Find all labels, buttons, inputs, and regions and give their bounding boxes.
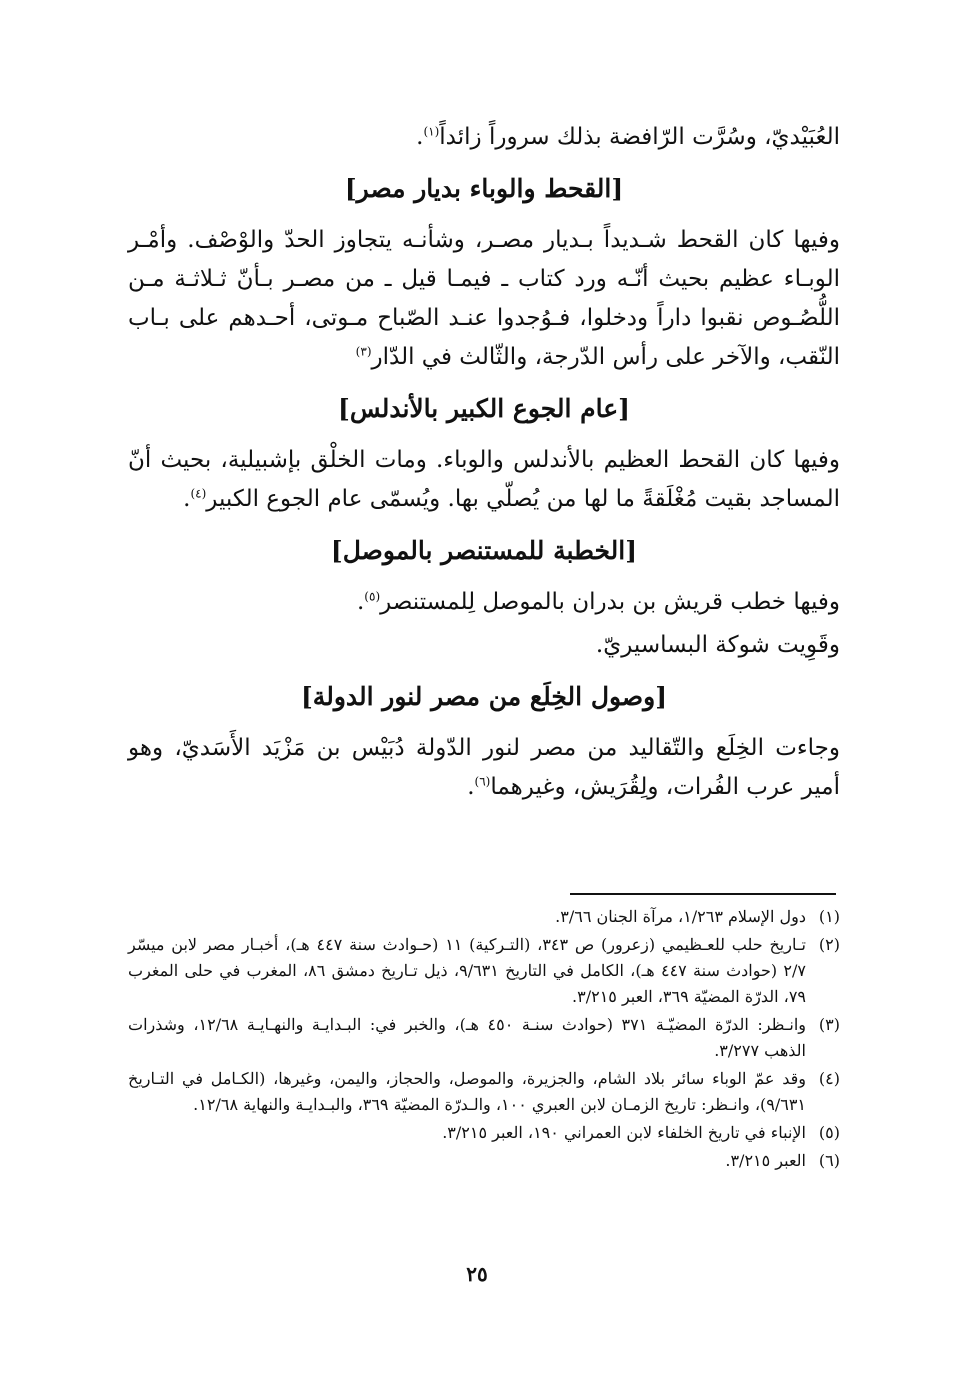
footnote-ref: (٦) bbox=[474, 774, 491, 789]
footnote-number: (٦) bbox=[818, 1151, 840, 1170]
footnote-number: (١) bbox=[818, 907, 840, 926]
footnote-number: (٣) bbox=[818, 1015, 840, 1034]
section-heading: [وصول الخِلَع من مصر لنور الدولة] bbox=[300, 682, 668, 711]
footnote-text: الإنباء في تاريخ الخلفاء لابن العمراني ١٩٠، العبر ٣/٢١٥. bbox=[442, 1123, 806, 1142]
main-text bbox=[128, 118, 840, 807]
footnote-text: تـاريخ حلب للعـظيمي (زعرور) ص ٣٤٣، (التـركية) ١١ (حـوادث سنة ٤٤٧ هـ)، أخبـار مصر لابن ميسّر ٢/٧ (حوادث سنة ٤٤٧ هـ)، الكامل في التاريخ ٩/٦٣١، ذيل تـاريخ دمشق ٨٦، المغرب في حلى المغرب ٧٩، الدرّة المضيّة ٣٦٩، العبر ٣/٢١٥. bbox=[128, 935, 807, 1006]
footnote-text: العبر ٣/٢١٥. bbox=[725, 1151, 806, 1170]
page-number: ٢٥ bbox=[466, 1262, 488, 1286]
footnote-divider bbox=[570, 893, 836, 895]
section-paragraph: وقَوِيت شوكة البساسيريّ. bbox=[595, 632, 840, 658]
footnote-text: دول الإسلام ١/٢٦٣، مرآة الجنان ٣/٦٦. bbox=[555, 907, 806, 926]
footnote bbox=[128, 904, 840, 930]
footnote-number: (٢) bbox=[818, 935, 840, 954]
footnote-text: وانـظر: الدرّة المضيّـة ٣٧١ (حوادث سنـة ٤٥٠ هـ)، والخبر في: البـدايـة والنهـايـة ١٢/٦٨، وشذرات الذهب ٣/٢٧٧. bbox=[128, 1015, 807, 1060]
footnote bbox=[128, 1120, 840, 1146]
footnote bbox=[128, 1148, 840, 1174]
footnote-ref: (٥) bbox=[364, 589, 381, 604]
footnote bbox=[128, 1066, 840, 1118]
footnote-text: وقد عمّ الوباء سائر بلاد الشام، والجزيرة، والموصل، والحجاز، واليمن، وغيرها، (الكـامل في التـاريخ ٩/٦٣١)، وانـظر: تاريخ الزمـان لابن العبري ١٠٠، والـدرّة المضيّة ٣٦٩، والبـدايـة والنهاية ١٢/٦٨. bbox=[128, 1069, 806, 1114]
footnote-ref: (٣) bbox=[355, 344, 372, 359]
section-paragraph: وفيها كان القحط العظيم بالأندلس والوباء. ومات الخلْق بإشبيلية، بحيث أنّ المساجد بقيت مُغْلَقةً ما لها من يُصلّي بها. ويُسمّى عام الجوع الكبير$^{(٤)}$. bbox=[128, 447, 840, 512]
section-paragraph: وفيها خطب قريش بن بدران بالموصل لِلمستنصر$^{(٥)}$. bbox=[356, 589, 840, 615]
section-heading: [الخطبة للمستنصر بالموصل] bbox=[330, 536, 638, 565]
section-paragraph: وجاءت الخِلَع والتّقاليد من مصر لنور الدّولة دُبَيْس بن مَزْيَد الأَسَديّ، وهو أمير عرب الفُرات، ولِقُرَيش، وغيرهما$^{(٦)}$. bbox=[128, 735, 840, 800]
footnote bbox=[128, 932, 840, 1010]
section-heading: [عام الجوع الكبير بالأندلس] bbox=[338, 394, 630, 423]
opening-paragraph: العُبَيْديّ، وسُرَّت الرّافضة بذلك سروراً زائداً$^{(١)}$. bbox=[416, 124, 840, 150]
footnote-number: (٥) bbox=[818, 1123, 840, 1142]
footnote-number: (٤) bbox=[818, 1069, 840, 1088]
section-paragraph: وفيها كان القحط شـديداً بـديار مصـر، وشأنـه يتجاوز الحدّ والوْصْف. وأمْـر الوبـاء عظيم بحيث أنّـه ورد كتاب ـ فيمـا قيل ـ من مصـر بـأنّ ثـلاثـة مـن اللُّصُـوص نقبوا داراً ودخلوا، فـوُجدوا عنـد الصّباح مـوتى، أحـدهم على بـاب النّقب، والآخر على رأس الدّرجة، والثّالث في الدّار$^{(٣)}$ bbox=[128, 227, 840, 370]
footnotes bbox=[128, 904, 840, 1176]
section-heading: [القحط والوباء بديار مصر] bbox=[344, 174, 624, 203]
footnote-ref: (٤) bbox=[190, 486, 207, 501]
footnote-ref: (١) bbox=[423, 124, 440, 139]
footnote bbox=[128, 1012, 840, 1064]
